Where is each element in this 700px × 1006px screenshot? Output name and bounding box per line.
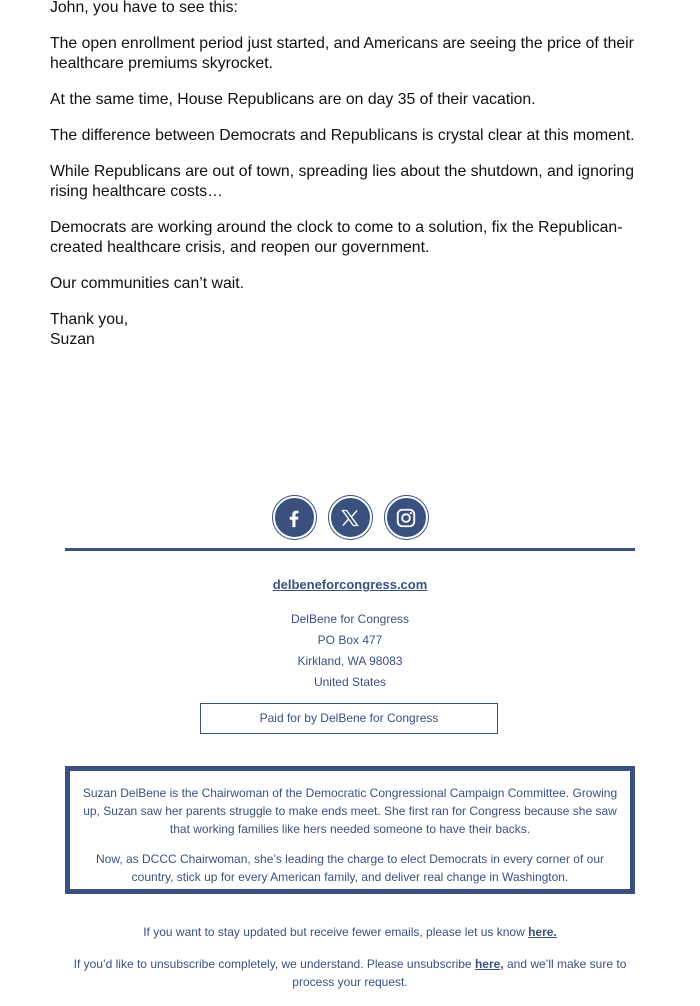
- social-links: [0, 496, 700, 539]
- mailing-address: [0, 609, 700, 693]
- paragraph: Democrats are working around the clock to come to a solution, fix the Republican-created healthcare crisis, and reopen our government.: [50, 219, 623, 256]
- paragraph: Our communities can’t wait.: [50, 275, 245, 292]
- website-link[interactable]: delbeneforcongress.com: [272, 577, 428, 592]
- org-name: DelBene for Congress: [290, 612, 410, 626]
- signature: Suzan: [50, 331, 95, 348]
- po-box: PO Box 477: [317, 633, 383, 647]
- email-body: [50, 0, 655, 350]
- paragraph: The difference between Democrats and Republicans is crystal clear at this moment.: [50, 127, 635, 144]
- facebook-icon[interactable]: [273, 496, 316, 539]
- bio-box: [65, 766, 635, 894]
- paid-for-disclaimer: Paid for by DelBene for Congress: [200, 703, 498, 734]
- preferences-link[interactable]: here.: [528, 925, 557, 939]
- city: Kirkland, WA 98083: [297, 654, 403, 668]
- preferences-text: If you want to stay updated but receive fewer emails, please let us know: [143, 925, 529, 939]
- unsubscribe-link[interactable]: here,: [474, 957, 504, 971]
- paragraph: The open enrollment period just started, and Americans are seeing the price of their healthcare premiums skyrocket.: [50, 35, 634, 72]
- divider: [65, 548, 635, 551]
- footer-site: [0, 577, 700, 592]
- x-icon[interactable]: [329, 496, 372, 539]
- paragraph: At the same time, House Republicans are on day 35 of their vacation.: [50, 91, 536, 108]
- signoff: Thank you,: [50, 311, 129, 328]
- greeting: John, you have to see this:: [50, 0, 238, 16]
- bio-paragraph: Now, as DCCC Chairwoman, she’s leading the charge to elect Democrats in every corner of our country, stick up for every American family, and deliver real change in Washington.: [95, 852, 604, 884]
- unsubscribe-text: If you’d like to unsubscribe completely, we understand. Please unsubscribe: [73, 957, 475, 971]
- country: United States: [313, 675, 387, 689]
- unsubscribe-text-end: and we’ll make sure to process your request.: [292, 957, 627, 989]
- instagram-icon[interactable]: [385, 496, 428, 539]
- paragraph: While Republicans are out of town, spreading lies about the shutdown, and ignoring rising healthcare costs…: [50, 163, 634, 200]
- bio-paragraph: Suzan DelBene is the Chairwoman of the Democratic Congressional Campaign Committee. Growing up, Suzan saw her parents struggle to make ends meet. She first ran for Congress because she saw that working families like hers needed someone to have their backs.: [82, 786, 618, 836]
- preferences-notice: [0, 925, 700, 939]
- unsubscribe-notice: [60, 955, 640, 991]
